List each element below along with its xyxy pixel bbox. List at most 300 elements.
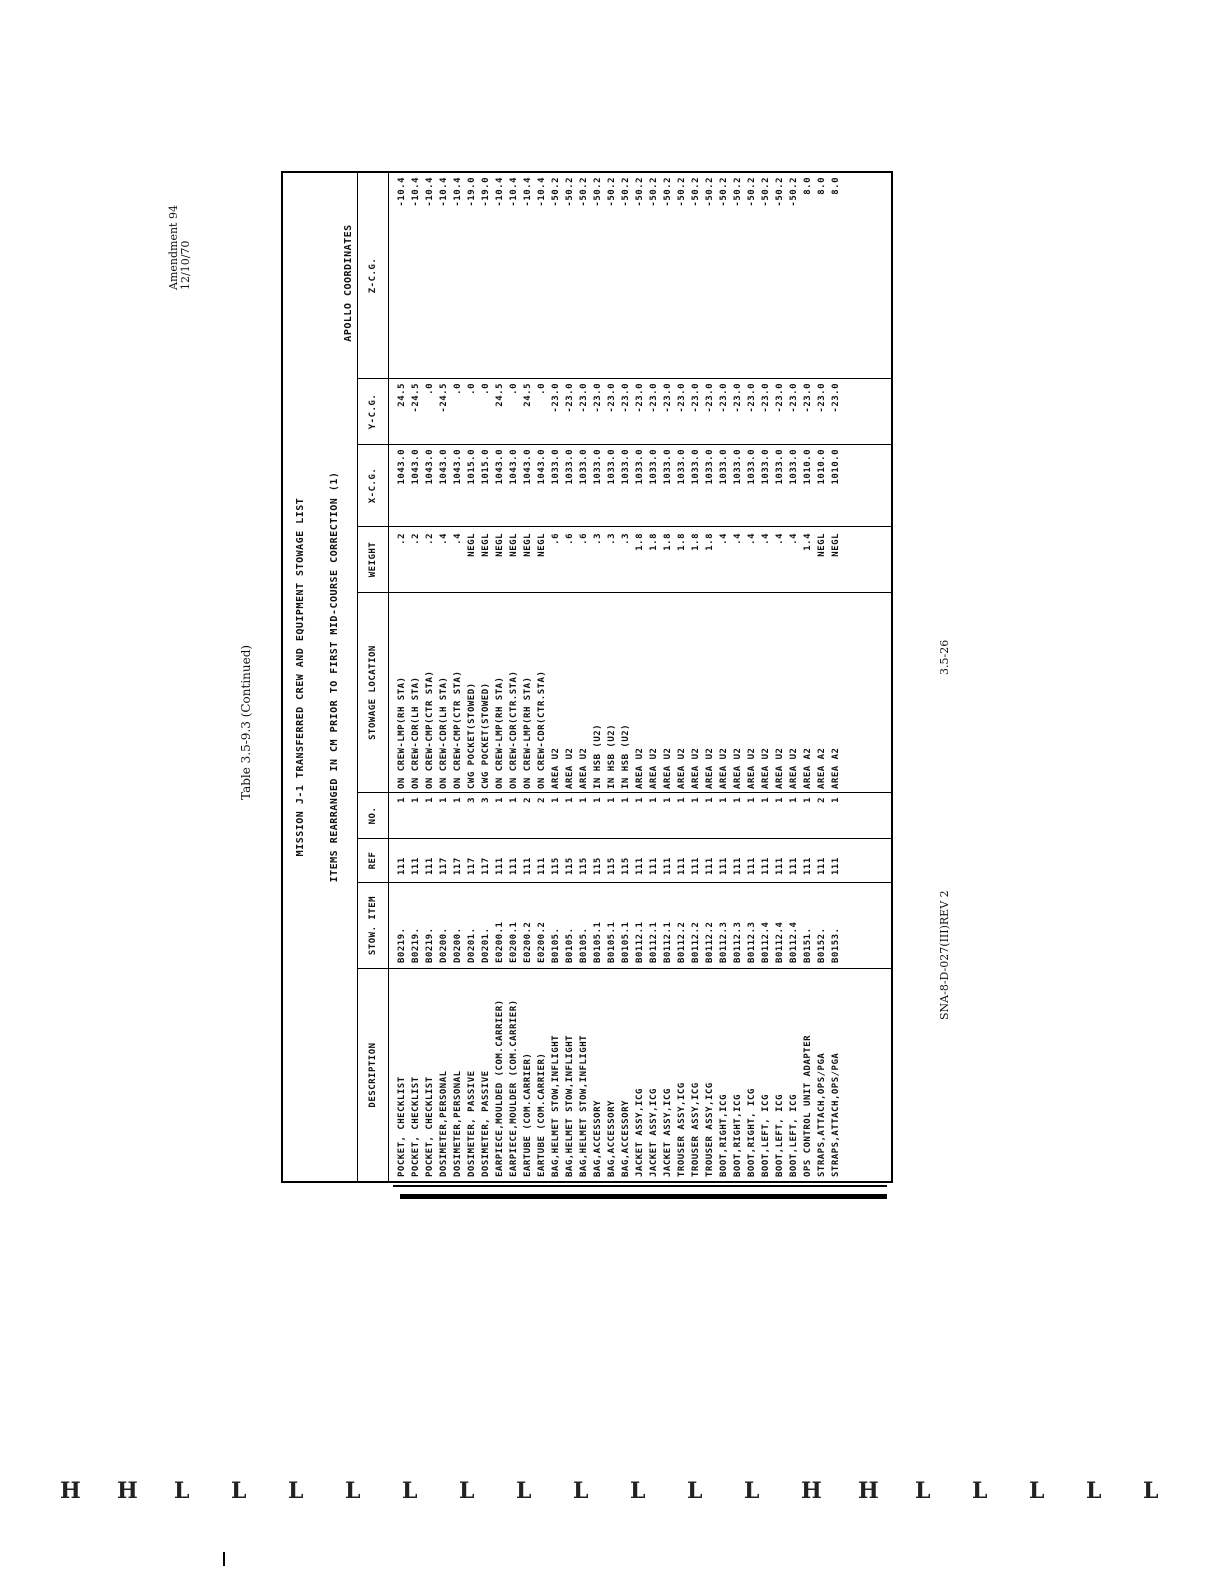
- cell-ref: 111: [411, 857, 421, 875]
- cell-x-cg: 1043.0: [453, 449, 463, 485]
- cell-no: 1: [593, 797, 603, 803]
- cell-description: BOOT,LEFT, ICG: [789, 1094, 799, 1177]
- cell-description: BOOT,LEFT, ICG: [775, 1094, 785, 1177]
- cell-z-cg: -10.4: [453, 177, 463, 207]
- cell-weight: .4: [439, 533, 449, 545]
- cell-stow-item: B0112.3: [719, 921, 729, 963]
- cell-y-cg: -23.0: [649, 383, 659, 413]
- cell-weight: .4: [789, 533, 799, 545]
- cell-description: BOOT,LEFT, ICG: [761, 1094, 771, 1177]
- cell-no: 1: [579, 797, 589, 803]
- edge-mark: H: [117, 1478, 138, 1504]
- cell-weight: NEGL: [509, 533, 519, 557]
- cell-x-cg: 1043.0: [509, 449, 519, 485]
- cell-description: EARTUBE (COM.CARRIER): [523, 1052, 533, 1177]
- table-row: [437, 173, 451, 1181]
- cell-no: 1: [453, 797, 463, 803]
- cell-x-cg: 1033.0: [593, 449, 603, 485]
- cell-stow-item: B0153.: [831, 927, 841, 963]
- cell-no: 2: [537, 797, 547, 803]
- table-row: [801, 173, 815, 1181]
- cell-description: JACKET ASSY,ICG: [649, 1088, 659, 1177]
- cell-weight: .3: [607, 533, 617, 545]
- cell-y-cg: .0: [467, 383, 477, 395]
- cell-z-cg: -50.2: [747, 177, 757, 207]
- cell-x-cg: 1033.0: [691, 449, 701, 485]
- tick-mark: [223, 1552, 225, 1566]
- table-body: [395, 173, 843, 1181]
- cell-ref: 117: [453, 857, 463, 875]
- cell-z-cg: -10.4: [411, 177, 421, 207]
- cell-y-cg: -23.0: [803, 383, 813, 413]
- cell-y-cg: -23.0: [691, 383, 701, 413]
- cell-no: 1: [663, 797, 673, 803]
- cell-stow-item: D0201.: [481, 927, 491, 963]
- cell-stowage-location: AREA U2: [677, 747, 687, 789]
- cell-weight: .4: [775, 533, 785, 545]
- table-row: [773, 173, 787, 1181]
- cell-ref: 111: [803, 857, 813, 875]
- cell-z-cg: -50.2: [649, 177, 659, 207]
- cell-stow-item: B0112.1: [649, 921, 659, 963]
- edge-mark: L: [345, 1478, 361, 1504]
- cell-z-cg: -50.2: [607, 177, 617, 207]
- cell-stow-item: B0105.1: [621, 921, 631, 963]
- cell-stow-item: B0105.1: [607, 921, 617, 963]
- cell-stow-item: D0200.: [453, 927, 463, 963]
- edge-mark: L: [972, 1478, 988, 1504]
- cell-no: 1: [649, 797, 659, 803]
- cell-no: 1: [789, 797, 799, 803]
- cell-description: JACKET ASSY,ICG: [663, 1088, 673, 1177]
- cell-y-cg: .0: [537, 383, 547, 395]
- table-row: [731, 173, 745, 1181]
- cell-z-cg: -10.4: [495, 177, 505, 207]
- table-row: [633, 173, 647, 1181]
- cell-no: 1: [733, 797, 743, 803]
- cell-stow-item: B0112.3: [733, 921, 743, 963]
- cell-ref: 115: [551, 857, 561, 875]
- cell-ref: 111: [747, 857, 757, 875]
- cell-y-cg: -23.0: [705, 383, 715, 413]
- cell-z-cg: 8.0: [817, 177, 827, 195]
- cell-weight: .3: [593, 533, 603, 545]
- cell-z-cg: -50.2: [579, 177, 589, 207]
- cell-description: DOSIMETER,PERSONAL: [453, 1070, 463, 1177]
- cell-z-cg: -10.4: [523, 177, 533, 207]
- cell-y-cg: -23.0: [775, 383, 785, 413]
- table-row: [507, 173, 521, 1181]
- cell-no: 1: [691, 797, 701, 803]
- cell-x-cg: 1015.0: [481, 449, 491, 485]
- table-row: [815, 173, 829, 1181]
- cell-ref: 117: [481, 857, 491, 875]
- cell-description: BOOT,RIGHT, ICG: [747, 1088, 757, 1177]
- cell-ref: 111: [691, 857, 701, 875]
- cell-stowage-location: AREA U2: [705, 747, 715, 789]
- cell-stow-item: D0200.: [439, 927, 449, 963]
- cell-x-cg: 1043.0: [537, 449, 547, 485]
- table-row: [703, 173, 717, 1181]
- header-description: DESCRIPTION: [368, 1042, 378, 1108]
- cell-ref: 111: [537, 857, 547, 875]
- cell-no: 1: [775, 797, 785, 803]
- cell-stowage-location: AREA U2: [733, 747, 743, 789]
- table-row: [479, 173, 493, 1181]
- cell-y-cg: 24.5: [495, 383, 505, 407]
- cell-ref: 111: [523, 857, 533, 875]
- cell-stow-item: B0219.: [397, 927, 407, 963]
- cell-stow-item: E0200.2: [537, 921, 547, 963]
- cell-stowage-location: ON CREW-CMP(CTR STA): [425, 670, 435, 789]
- cell-description: BOOT,RIGHT,ICG: [733, 1094, 743, 1177]
- cell-ref: 111: [817, 857, 827, 875]
- header-weight: WEIGHT: [358, 527, 388, 593]
- cell-no: 2: [523, 797, 533, 803]
- cell-ref: 111: [831, 857, 841, 875]
- cell-weight: NEGL: [481, 533, 491, 557]
- cell-weight: .6: [579, 533, 589, 545]
- cell-x-cg: 1043.0: [495, 449, 505, 485]
- cell-stow-item: E0200.2: [523, 921, 533, 963]
- cell-y-cg: -23.0: [761, 383, 771, 413]
- edge-mark: H: [60, 1478, 81, 1504]
- cell-z-cg: -50.2: [635, 177, 645, 207]
- cell-no: 1: [425, 797, 435, 803]
- cell-x-cg: 1033.0: [775, 449, 785, 485]
- cell-z-cg: 8.0: [803, 177, 813, 195]
- cell-stow-item: B0112.4: [775, 921, 785, 963]
- cell-no: 1: [761, 797, 771, 803]
- amendment-line2: 12/10/70: [179, 240, 192, 290]
- table-row: [521, 173, 535, 1181]
- cell-y-cg: -23.0: [817, 383, 827, 413]
- cell-no: 1: [607, 797, 617, 803]
- cell-stowage-location: ON CREW-LMP(RH STA): [397, 676, 407, 789]
- cell-stowage-location: AREA U2: [761, 747, 771, 789]
- cell-description: BOOT,RIGHT,ICG: [719, 1094, 729, 1177]
- cell-y-cg: -23.0: [747, 383, 757, 413]
- cell-y-cg: -23.0: [607, 383, 617, 413]
- table-row: [647, 173, 661, 1181]
- table-row: [465, 173, 479, 1181]
- cell-description: TROUSER ASSY,ICG: [677, 1082, 687, 1177]
- header-z-cg: Z-C.G.: [358, 173, 388, 379]
- cell-stowage-location: AREA U2: [691, 747, 701, 789]
- cell-stow-item: B0112.2: [677, 921, 687, 963]
- table-row: [829, 173, 843, 1181]
- cell-stowage-location: AREA U2: [635, 747, 645, 789]
- cell-description: EARPIECE,MOULDER (COM.CARRIER): [509, 999, 519, 1177]
- cell-stow-item: B0219.: [425, 927, 435, 963]
- cell-ref: 111: [719, 857, 729, 875]
- cell-y-cg: .0: [481, 383, 491, 395]
- cell-z-cg: -50.2: [663, 177, 673, 207]
- cell-weight: .6: [551, 533, 561, 545]
- table-row: [745, 173, 759, 1181]
- cell-x-cg: 1010.0: [803, 449, 813, 485]
- cell-y-cg: -23.0: [789, 383, 799, 413]
- table-row: [493, 173, 507, 1181]
- cell-x-cg: 1033.0: [607, 449, 617, 485]
- cell-ref: 111: [733, 857, 743, 875]
- cell-no: 1: [551, 797, 561, 803]
- cell-weight: .6: [565, 533, 575, 545]
- table-row: [535, 173, 549, 1181]
- cell-y-cg: .0: [509, 383, 519, 395]
- header-x-cg: X-C.G.: [358, 445, 388, 527]
- cell-no: 1: [565, 797, 575, 803]
- cell-weight: 1.8: [663, 533, 673, 551]
- cell-ref: 115: [579, 857, 589, 875]
- cell-weight: .4: [719, 533, 729, 545]
- cell-y-cg: -23.0: [719, 383, 729, 413]
- cell-description: BAG,HELMET STOW,INFLIGHT: [551, 1034, 561, 1177]
- cell-stow-item: B0105.: [579, 927, 589, 963]
- cell-description: JACKET ASSY,ICG: [635, 1088, 645, 1177]
- cell-z-cg: -19.0: [481, 177, 491, 207]
- cell-description: DOSIMETER,PERSONAL: [439, 1070, 449, 1177]
- edge-mark: L: [1143, 1478, 1159, 1504]
- cell-weight: 1.8: [705, 533, 715, 551]
- thick-bar: [400, 1194, 887, 1199]
- cell-stowage-location: AREA U2: [775, 747, 785, 789]
- coordinates-group-header: APOLLO COORDINATES: [343, 224, 354, 342]
- edge-mark: L: [459, 1478, 475, 1504]
- table-row: [423, 173, 437, 1181]
- cell-stowage-location: AREA U2: [789, 747, 799, 789]
- cell-x-cg: 1033.0: [635, 449, 645, 485]
- cell-description: DOSIMETER, PASSIVE: [467, 1070, 477, 1177]
- cell-stow-item: B0151.: [803, 927, 813, 963]
- cell-stowage-location: ON CREW-CDR(LH STA): [411, 676, 421, 789]
- cell-ref: 111: [789, 857, 799, 875]
- cell-weight: NEGL: [817, 533, 827, 557]
- cell-x-cg: 1043.0: [439, 449, 449, 485]
- cell-z-cg: -50.2: [775, 177, 785, 207]
- edge-mark: L: [915, 1478, 931, 1504]
- cell-no: 1: [747, 797, 757, 803]
- cell-stow-item: B0112.4: [789, 921, 799, 963]
- cell-stow-item: B0112.2: [705, 921, 715, 963]
- cell-z-cg: -10.4: [439, 177, 449, 207]
- table-title: MISSION J-1 TRANSFERRED CREW AND EQUIPMENT STOWAGE LIST: [295, 497, 306, 857]
- header-no: NO.: [358, 793, 388, 839]
- table-row: [395, 173, 409, 1181]
- cell-stow-item: B0105.1: [593, 921, 603, 963]
- cell-z-cg: -50.2: [565, 177, 575, 207]
- cell-z-cg: -50.2: [761, 177, 771, 207]
- cell-x-cg: 1043.0: [425, 449, 435, 485]
- cell-stowage-location: CWG POCKET(STOWED): [467, 682, 477, 789]
- cell-stowage-location: ON CREW-LMP(RH STA): [523, 676, 533, 789]
- cell-y-cg: -23.0: [593, 383, 603, 413]
- cell-z-cg: -50.2: [621, 177, 631, 207]
- cell-y-cg: -23.0: [551, 383, 561, 413]
- cell-weight: NEGL: [537, 533, 547, 557]
- cell-x-cg: 1033.0: [747, 449, 757, 485]
- cell-y-cg: -23.0: [621, 383, 631, 413]
- cell-description: DOSIMETER, PASSIVE: [481, 1070, 491, 1177]
- edge-mark: L: [288, 1478, 304, 1504]
- cell-no: 1: [439, 797, 449, 803]
- cell-no: 1: [719, 797, 729, 803]
- cell-weight: 1.8: [677, 533, 687, 551]
- cell-z-cg: -50.2: [719, 177, 729, 207]
- cell-stow-item: B0105.: [551, 927, 561, 963]
- table-subtitle: ITEMS REARRANGED IN CM PRIOR TO FIRST MID-COURSE CORRECTION (1): [329, 471, 340, 883]
- table-row: [563, 173, 577, 1181]
- cell-x-cg: 1033.0: [761, 449, 771, 485]
- cell-ref: 115: [593, 857, 603, 875]
- cell-z-cg: -19.0: [467, 177, 477, 207]
- edge-mark: L: [630, 1478, 646, 1504]
- cell-z-cg: -10.4: [537, 177, 547, 207]
- cell-description: BAG,HELMET STOW,INFLIGHT: [565, 1034, 575, 1177]
- cell-y-cg: -23.0: [635, 383, 645, 413]
- cell-z-cg: -10.4: [509, 177, 519, 207]
- cell-z-cg: -50.2: [691, 177, 701, 207]
- cell-z-cg: -50.2: [551, 177, 561, 207]
- header-ref: REF: [358, 839, 388, 883]
- cell-weight: 1.8: [635, 533, 645, 551]
- cell-ref: 117: [439, 857, 449, 875]
- cell-description: BAG,ACCESSORY: [593, 1100, 603, 1177]
- table-row: [675, 173, 689, 1181]
- cell-weight: .2: [411, 533, 421, 545]
- cell-y-cg: -23.0: [565, 383, 575, 413]
- cell-no: 1: [803, 797, 813, 803]
- cell-z-cg: -50.2: [733, 177, 743, 207]
- cell-stow-item: B0112.1: [663, 921, 673, 963]
- cell-description: POCKET, CHECKLIST: [425, 1076, 435, 1177]
- cell-x-cg: 1010.0: [831, 449, 841, 485]
- edge-mark: L: [744, 1478, 760, 1504]
- table-frame: [281, 171, 893, 1183]
- edge-mark: H: [858, 1478, 879, 1504]
- header-y-cg: Y-C.G.: [358, 379, 388, 445]
- edge-mark: H: [801, 1478, 822, 1504]
- cell-x-cg: 1010.0: [817, 449, 827, 485]
- cell-stowage-location: CWG POCKET(STOWED): [481, 682, 491, 789]
- cell-x-cg: 1033.0: [579, 449, 589, 485]
- cell-no: 1: [677, 797, 687, 803]
- cell-ref: 111: [663, 857, 673, 875]
- document-number: SNA-8-D-027(III)REV 2: [938, 890, 951, 1020]
- cell-no: 2: [817, 797, 827, 803]
- cell-stowage-location: IN HSB (U2): [621, 723, 631, 789]
- cell-description: TROUSER ASSY,ICG: [705, 1082, 715, 1177]
- cell-z-cg: -10.4: [425, 177, 435, 207]
- cell-stowage-location: AREA A2: [803, 747, 813, 789]
- cell-weight: .4: [761, 533, 771, 545]
- cell-weight: .4: [453, 533, 463, 545]
- cell-ref: 111: [397, 857, 407, 875]
- cell-ref: 111: [705, 857, 715, 875]
- cell-x-cg: 1033.0: [705, 449, 715, 485]
- cell-z-cg: -10.4: [397, 177, 407, 207]
- edge-mark: L: [174, 1478, 190, 1504]
- cell-x-cg: 1033.0: [551, 449, 561, 485]
- cell-y-cg: -23.0: [677, 383, 687, 413]
- cell-stowage-location: AREA U2: [747, 747, 757, 789]
- cell-x-cg: 1033.0: [789, 449, 799, 485]
- cell-y-cg: .0: [425, 383, 435, 395]
- cell-no: 1: [495, 797, 505, 803]
- cell-description: STRAPS,ATTACH,OPS/PGA: [831, 1052, 841, 1177]
- cell-x-cg: 1033.0: [649, 449, 659, 485]
- cell-z-cg: -50.2: [789, 177, 799, 207]
- cell-ref: 111: [649, 857, 659, 875]
- table-row: [759, 173, 773, 1181]
- cell-stowage-location: ON CREW-LMP(RH STA): [495, 676, 505, 789]
- cell-z-cg: -50.2: [593, 177, 603, 207]
- cell-weight: .2: [397, 533, 407, 545]
- header-stow-item: STOW. ITEM: [358, 883, 388, 969]
- cell-ref: 115: [621, 857, 631, 875]
- cell-no: 1: [411, 797, 421, 803]
- cell-stow-item: B0152.: [817, 927, 827, 963]
- cell-weight: NEGL: [523, 533, 533, 557]
- cell-description: BAG,ACCESSORY: [621, 1100, 631, 1177]
- cell-weight: 1.8: [691, 533, 701, 551]
- cell-x-cg: 1043.0: [397, 449, 407, 485]
- cell-no: 1: [831, 797, 841, 803]
- cell-stowage-location: AREA U2: [663, 747, 673, 789]
- cell-ref: 111: [635, 857, 645, 875]
- cell-z-cg: -50.2: [705, 177, 715, 207]
- cell-y-cg: -23.0: [831, 383, 841, 413]
- edge-mark: L: [573, 1478, 589, 1504]
- table-row: [689, 173, 703, 1181]
- cell-stowage-location: AREA U2: [649, 747, 659, 789]
- cell-z-cg: -50.2: [677, 177, 687, 207]
- cell-description: POCKET, CHECKLIST: [397, 1076, 407, 1177]
- cell-weight: .3: [621, 533, 631, 545]
- cell-weight: NEGL: [495, 533, 505, 557]
- cell-no: 1: [509, 797, 519, 803]
- table-row: [591, 173, 605, 1181]
- cell-x-cg: 1043.0: [523, 449, 533, 485]
- cell-ref: 111: [509, 857, 519, 875]
- cell-stowage-location: IN HSB (U2): [593, 723, 603, 789]
- cell-weight: .2: [425, 533, 435, 545]
- cell-stowage-location: AREA A2: [817, 747, 827, 789]
- cell-no: 1: [397, 797, 407, 803]
- cell-no: 3: [467, 797, 477, 803]
- cell-x-cg: 1033.0: [719, 449, 729, 485]
- cell-description: BAG,HELMET STOW,INFLIGHT: [579, 1034, 589, 1177]
- edge-mark: L: [687, 1478, 703, 1504]
- table-row: [787, 173, 801, 1181]
- cell-weight: .4: [733, 533, 743, 545]
- cell-ref: 117: [467, 857, 477, 875]
- cell-stow-item: D0201.: [467, 927, 477, 963]
- cell-y-cg: 24.5: [523, 383, 533, 407]
- edge-mark: L: [1086, 1478, 1102, 1504]
- cell-x-cg: 1033.0: [565, 449, 575, 485]
- cell-stow-item: B0112.2: [691, 921, 701, 963]
- cell-stowage-location: AREA A2: [831, 747, 841, 789]
- cell-weight: 1.4: [803, 533, 813, 551]
- table-row: [577, 173, 591, 1181]
- cell-stowage-location: ON CREW-CDR(CTR.STA): [537, 670, 547, 789]
- cell-x-cg: 1033.0: [677, 449, 687, 485]
- cell-stowage-location: ON CREW-CDR(CTR.STA): [509, 670, 519, 789]
- cell-stow-item: B0112.3: [747, 921, 757, 963]
- amendment-note: [168, 205, 192, 290]
- cell-no: 3: [481, 797, 491, 803]
